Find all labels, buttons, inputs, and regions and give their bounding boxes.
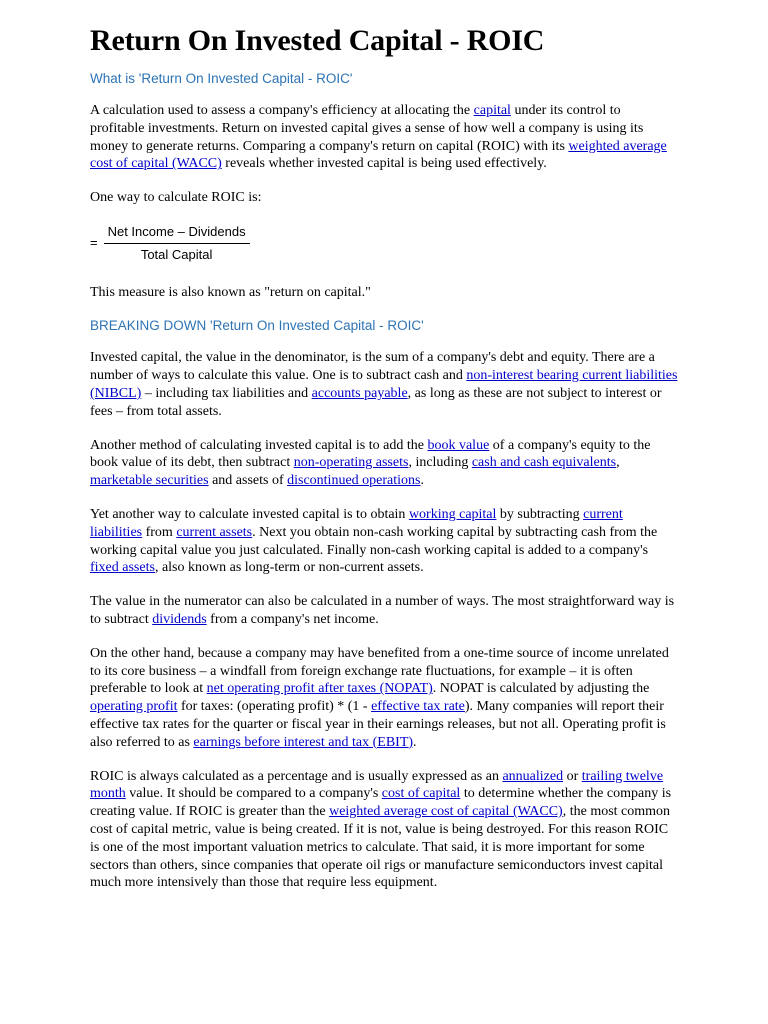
roic-formula: [90, 223, 678, 264]
text: , including: [408, 455, 472, 471]
link-working-capital[interactable]: working capital: [408, 506, 497, 522]
paragraph-another-method: [90, 437, 678, 490]
link-cost-of-capital[interactable]: cost of capital: [381, 786, 461, 802]
text: .: [420, 473, 424, 489]
paragraph-also-known: This measure is also known as "return on capital.": [90, 284, 371, 300]
text: reveals whether invested capital is being used effectively.: [221, 156, 547, 172]
link-fixed-assets[interactable]: fixed assets: [90, 560, 155, 576]
link-operating-profit[interactable]: operating profit: [90, 699, 178, 715]
text: by subtracting: [496, 506, 584, 522]
link-effective-tax-rate[interactable]: effective tax rate: [371, 699, 465, 715]
link-current-liabilities[interactable]: current liabilities: [90, 506, 623, 540]
text: A calculation used to assess a company's efficiency at allocating the: [90, 103, 474, 118]
text: and assets of: [208, 473, 288, 489]
paragraph-calc-intro: One way to calculate ROIC is:: [90, 190, 262, 206]
text: from a company's net income.: [206, 611, 379, 627]
text: from: [142, 524, 177, 540]
page-title: Return On Invested Capital - ROIC: [90, 24, 545, 57]
text: value. It should be compared to a company's: [125, 786, 382, 802]
text: for taxes: (operating profit) * (1 -: [177, 699, 372, 715]
formula-denominator: Total Capital: [140, 246, 213, 262]
link-nibcl[interactable]: non-interest bearing current liabilities (NIBCL): [90, 368, 678, 401]
paragraph-numerator: [90, 593, 678, 629]
link-capital[interactable]: capital: [473, 103, 511, 118]
text: – including tax liabilities and: [141, 385, 312, 401]
text: .: [413, 734, 417, 750]
paragraph-working-capital: [90, 506, 678, 577]
link-annualized[interactable]: annualized: [502, 768, 564, 784]
text: , also known as long-term or non-current assets.: [154, 560, 424, 576]
text: Yet another way to calculate invested capital is to obtain: [90, 506, 409, 522]
link-nopat[interactable]: net operating profit after taxes (NOPAT): [206, 681, 433, 697]
text: Another method of calculating invested capital is to add the: [90, 437, 428, 453]
paragraph-invested-capital: [90, 349, 678, 420]
link-marketable-securities[interactable]: marketable securities: [90, 473, 209, 489]
text: ,: [616, 455, 620, 471]
link-wacc[interactable]: weighted average cost of capital (WACC): [90, 138, 667, 172]
link-book-value[interactable]: book value: [427, 437, 490, 453]
link-dividends[interactable]: dividends: [152, 611, 207, 627]
text: under its control to profitable investments. Return on invested capital gives a sense of how well a company is using its money to generate returns. Comparing a company's return on capital (ROIC) with its: [90, 103, 644, 154]
link-non-operating-assets[interactable]: non-operating assets: [293, 455, 409, 471]
link-accounts-payable[interactable]: accounts payable: [311, 385, 408, 401]
text: On the other hand, because a company may have benefited from a one-time source of income unrelated to its core business – a windfall from foreign exchange rate fluctuations, for example – it is often preferable to look at: [90, 645, 669, 697]
text: , the most common cost of capital metric, value is being created. If it is not, value is being destroyed. For this reason ROIC is one of the most important valuation metrics to calculate. That said, it is more important for some sectors than others, since companies that operate oil rigs or manufacture semiconductors invest capital much more intensively than those that require less equipment.: [90, 804, 671, 891]
text: The value in the numerator can also be calculated in a number of ways. The most straightforward way is to subtract: [90, 594, 675, 627]
text: ). Many companies will report their effective tax rates for the quarter or fiscal year in their earnings releases, but not all. Operating profit is also referred to as: [90, 699, 666, 750]
link-cash-equivalents[interactable]: cash and cash equivalents: [471, 455, 617, 471]
section-heading-breaking-down: BREAKING DOWN 'Return On Invested Capital - ROIC': [90, 318, 424, 334]
text: , as long as these are not subject to interest or fees – from total assets.: [90, 385, 662, 419]
text: ROIC is always calculated as a percentage and is usually expressed as an: [90, 768, 503, 784]
formula-fraction: [104, 223, 250, 264]
text: . NOPAT is calculated by adjusting the: [432, 681, 650, 697]
link-ebit[interactable]: earnings before interest and tax (EBIT): [193, 734, 414, 750]
link-discontinued-operations[interactable]: discontinued operations: [287, 473, 421, 489]
section-heading-what-is: What is 'Return On Invested Capital - ROIC': [90, 71, 353, 86]
paragraph-definition: [90, 102, 678, 173]
formula-equals: =: [90, 235, 98, 251]
link-wacc-2[interactable]: weighted average cost of capital (WACC): [329, 804, 563, 820]
formula-numerator: Net Income – Dividends: [104, 223, 250, 244]
link-trailing-twelve-month[interactable]: trailing twelve month: [90, 768, 664, 802]
paragraph-roic-percentage: [90, 768, 678, 893]
text: or: [563, 768, 582, 784]
text: . Next you obtain non-cash working capital by subtracting cash from the working capital value you just calculated. Finally non-cash working capital is added to a company's: [90, 524, 658, 558]
text: Invested capital, the value in the denominator, is the sum of a company's debt and equity. There are a number of ways to calculate this value. One is to subtract cash and: [90, 350, 655, 384]
text: of a company's equity to the book value of its debt, then subtract: [90, 437, 651, 471]
paragraph-nopat: [90, 645, 678, 752]
link-current-assets[interactable]: current assets: [176, 524, 253, 540]
text: to determine whether the company is creating value. If ROIC is greater than the: [90, 786, 672, 820]
